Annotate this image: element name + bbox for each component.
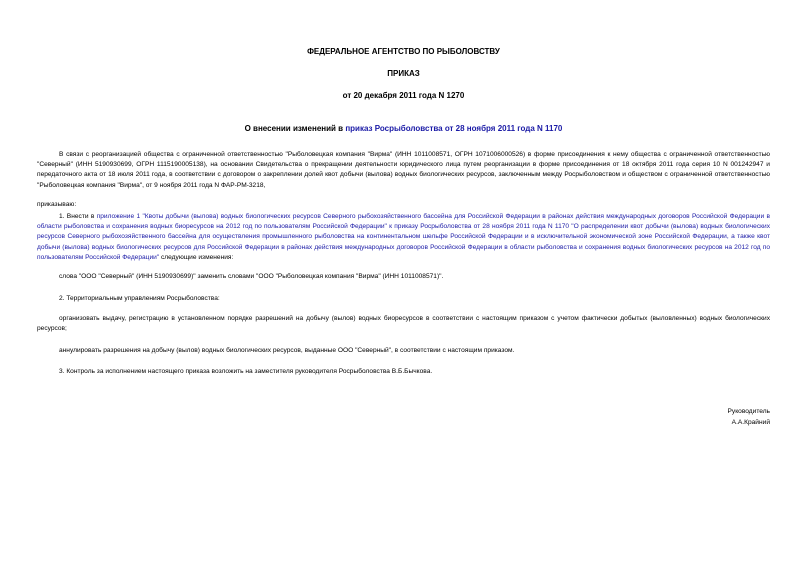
date-number: от 20 декабря 2011 года N 1270 (342, 91, 465, 100)
item-1-paragraph (37, 212, 770, 263)
subject-link[interactable]: приказ Росрыболовства от 28 ноября 2011 года N 1170 (345, 124, 563, 133)
item-3-paragraph: 3. Контроль за исполнением настоящего приказа возложить на заместителя руководителя Росрыболовства В.Б.Бычкова. (59, 368, 433, 375)
doc-type: ПРИКАЗ (387, 69, 420, 78)
agency-title: ФЕДЕРАЛЬНОЕ АГЕНТСТВО ПО РЫБОЛОВСТВУ (307, 47, 500, 56)
item-2b-paragraph: аннулировать разрешения на добычу (вылов) водных биологических ресурсов, выданные ООО "Северный", в соответствии с настоящим приказом. (59, 347, 515, 354)
document-page (37, 0, 770, 571)
subject-prefix: О внесении изменений в (244, 124, 346, 133)
document-subject (37, 124, 770, 134)
item-2-paragraph: 2. Территориальным управлениям Росрыболовства: (59, 295, 220, 302)
replace-paragraph: слова "ООО "Северный" (ИНН 5190930699)" заменить словами "ООО "Рыболовецкая компания "Вирма" (ИНН 1011008571)". (59, 273, 444, 280)
appendix-link[interactable]: приложение 1 "Квоты добычи (вылова) водных биологических ресурсов Северного рыбохозяйственного бассейна для Российской Федерации в районах действия международных договоров Российской Федерации в области рыболовства и сохранения водных биоресурсов на 2012 год по пользователям Российской Федерации" к приказу Росрыболовства от 28 ноября 2011 года N 1170 "О распределении квот добычи (вылова) водных биологических ресурсов Северного рыбохозяйственного бассейна для осуществления промышленного рыболовства на континентальном шельфе Российской Федерации и в исключительной экономической зоне Российской Федерации, а также квот добычи (вылова) водных биологических ресурсов для Российской Федерации в районах действия международных договоров Российской Федерации в области рыболовства и сохранения водных биологических ресурсов на 2012 год по пользователям Российской Федерации" (37, 213, 770, 261)
item-2a-paragraph: организовать выдачу, регистрацию в установленном порядке разрешений на добычу (вылов) водных биоресурсов в соответствии с настоящим приказом с учетом фактически добытых (выловленных) водных биологических ресурсов; (37, 315, 770, 333)
intro-paragraph: В связи с реорганизацией общества с ограниченной ответственностью "Рыболовецкая компания "Вирма" (ИНН 1011008571, ОГРН 1071006000526) в форме присоединения к нему общества с ограниченной ответственностью "Северный" (ИНН 5190930699, ОГРН 1115190005138), на основании Свидетельства о прекращении деятельности юридического лица путем реорганизации в форме присоединения от 18 октября 2011 года серия 10 N 001242947 и передаточного акта от 18 июля 2011 года, в соответствии с договором о закреплении долей квот добычи (вылова) водных биологических ресурсов, заключенным между Росрыболовством и обществом с ограниченной ответственностью "Рыболовецкая компания "Вирма", от 9 ноября 2011 года N ФАР-РМ-3218, (37, 151, 770, 189)
signature-name: А.А.Крайний (731, 419, 770, 426)
item-1-suffix: следующие изменения: (159, 253, 234, 261)
order-word: приказываю: (37, 201, 77, 208)
item-1-prefix: 1. Внести в (59, 213, 97, 220)
signature-title: Руководитель (727, 408, 770, 415)
